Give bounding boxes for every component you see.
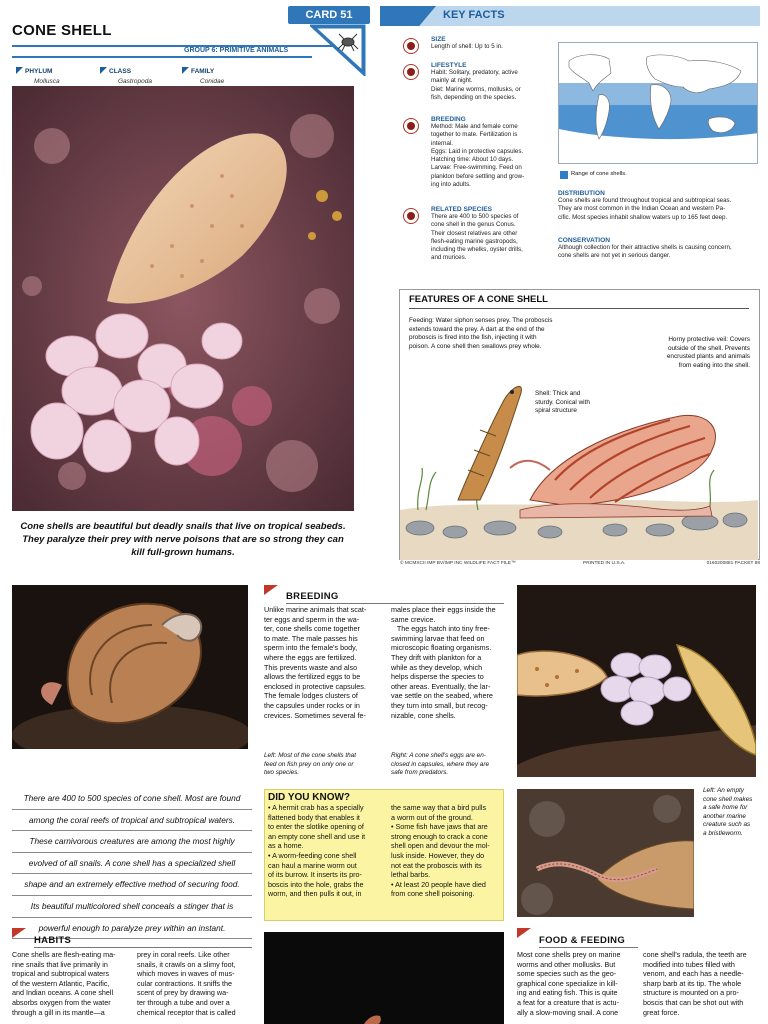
taxonomy-family	[182, 60, 224, 85]
quote-line: There are 400 to 500 species of cone shell. Most are found	[12, 788, 252, 810]
fact-text: plankton before settling and grow-	[431, 172, 525, 180]
crab-bullet-icon	[403, 208, 419, 224]
fact-heading: DISTRIBUTION	[558, 190, 605, 197]
body-line: They drift with plankton for a	[391, 652, 482, 662]
taxonomy-value: Conidae	[200, 78, 225, 85]
habits-title: HABITS	[34, 935, 72, 946]
fact-text: internal.	[431, 139, 454, 147]
fact-text: Method: Male and female come	[431, 123, 518, 130]
fact-heading: SIZE	[431, 36, 446, 43]
fact-text: ing into adults.	[431, 181, 471, 189]
fact-line: strong enough to crack a cone	[391, 831, 488, 841]
quote-line: among the coral reefs of tropical and subtropical waters.	[12, 810, 252, 832]
fact-text: cific. Most species inhabit shallow waters up to 165 feet deep.	[558, 213, 728, 221]
caption-line: two species.	[264, 769, 300, 777]
breeding-title: BREEDING	[286, 591, 339, 602]
fact-related-species	[431, 206, 553, 263]
fact-line: can haul a marine worm out	[268, 860, 357, 870]
body-line: ter through a tube and over a	[137, 997, 230, 1007]
fact-heading: BREEDING	[431, 116, 466, 123]
caption-line: a bristleworm.	[703, 829, 743, 837]
fact-line: an empty cone shell and use it	[268, 831, 366, 841]
key-facts-title: KEY FACTS	[443, 9, 505, 21]
body-line: allows the fertilized eggs to be	[264, 672, 361, 682]
fact-text: Larvae: Free-swimming. Feed on	[431, 164, 522, 172]
feeding-annotation	[409, 317, 609, 351]
body-line: modified into tubes filled with	[643, 959, 735, 969]
fact-text: Their closest relatives are other	[431, 229, 518, 237]
copyright: © MCMXCII IMP BV/IMP INC WILDLIFE FACT FILE™	[400, 561, 516, 566]
annotation-line: proboscis is fired into the fish, injecting it with	[409, 334, 537, 342]
body-line: males place their eggs inside the	[391, 605, 496, 614]
fact-line: not eat the proboscis with its	[391, 860, 482, 870]
did-you-know-col2	[391, 803, 503, 899]
body-line: venom, and each has a needle-	[643, 969, 744, 979]
body-line: some species such as the geo-	[517, 969, 617, 979]
annotation-line: Feeding: Water siphon senses prey. The proboscis	[409, 317, 553, 324]
caption-line: safe from predators.	[391, 769, 449, 777]
body-line: scent of prey by drawing wa-	[137, 988, 229, 998]
title-divider	[12, 45, 340, 47]
flag-icon	[182, 67, 189, 74]
body-line: worms and other mollusks. But	[517, 959, 616, 969]
section-rule	[286, 603, 504, 604]
caption-line: closed in capsules, where they are	[391, 760, 490, 768]
food-title: FOOD & FEEDING	[539, 935, 626, 946]
quote-line: Its beautiful multicolored shell conceals a stinger that is	[12, 896, 252, 918]
quote-line: powerful enough to paralyze prey within an instant.	[12, 918, 252, 940]
cone-shell-illustration	[400, 360, 758, 560]
caption-line: a safe home for	[703, 804, 748, 812]
fact-line: • A worm-feeding cone shell	[268, 850, 357, 860]
crab-bullet-icon	[403, 64, 419, 80]
body-line: tropical and subtropical waters	[12, 969, 110, 979]
fact-text: Although collection for their attractive shells is causing concern,	[558, 244, 732, 251]
body-line: This prevents waste and also	[264, 662, 358, 672]
body-line: sperm into the female's body,	[264, 643, 358, 653]
body-line: a feat for a creature that is actu-	[517, 997, 619, 1007]
body-line: graphical cone specialize in kill-	[517, 978, 618, 988]
body-line: Most cone shells prey on marine	[517, 950, 621, 959]
features-divider	[409, 308, 749, 309]
body-line: they turn into small, but recog-	[391, 700, 488, 710]
fact-line: • Some fish have jaws that are	[391, 822, 488, 832]
fact-text: Habit: Solitary, predatory, active	[431, 69, 518, 76]
annotation-line: poison. A cone shell then swallows prey whole.	[409, 342, 542, 350]
body-line: chemical receptor that is called	[137, 1007, 236, 1017]
crab-bullet-icon	[403, 118, 419, 134]
photo-bristleworm	[517, 789, 694, 917]
body-line: same crevice.	[391, 614, 436, 624]
fact-lifestyle	[431, 62, 553, 102]
fact-text: together to mate. Fertilization is	[431, 131, 518, 139]
fact-line: a worm out of the ground.	[391, 812, 473, 822]
body-line: great force.	[643, 1007, 680, 1017]
body-line: ter eggs and sperm in the wa-	[264, 614, 360, 624]
annotation-line: outside of the shell. Prevents	[667, 344, 750, 352]
packet-number: 0160200881 PACKET 88	[706, 561, 760, 566]
caption-line: feed on fish prey on only one or	[264, 760, 354, 768]
page-title: CONE SHELL	[12, 22, 112, 39]
fact-heading: LIFESTYLE	[431, 62, 467, 69]
quote-line: evolved of all snails. A cone shell has a specialized shell	[12, 853, 252, 875]
section-flag-icon	[264, 585, 278, 595]
taxonomy-key: PHYLUM	[25, 68, 53, 75]
body-line: rine snails that live primarily in	[12, 959, 108, 969]
body-line: enclosed in protective capsules.	[264, 681, 366, 691]
fact-line: the same way that a bird pulls	[391, 803, 487, 812]
taxonomy-key: FAMILY	[191, 68, 215, 75]
fact-line: from cone shell poisoning.	[391, 889, 475, 899]
body-line: The eggs hatch into tiny free-	[391, 624, 490, 634]
body-line: snails, it crawls on a slimy foot,	[137, 959, 236, 969]
fact-text: Diet: Marine worms, mollusks, or	[431, 85, 521, 93]
breeding-col2	[391, 605, 507, 720]
body-line: swimming larvae that feed on	[391, 633, 485, 643]
range-map	[558, 42, 758, 164]
caption-line: cone shell makes	[703, 795, 753, 803]
body-line: structure is mounted on a pro-	[643, 988, 739, 998]
fact-line: • A hermit crab has a specially	[268, 803, 364, 812]
fact-line: to enter the slotlike opening of	[268, 822, 364, 832]
food-col1	[517, 950, 639, 1017]
body-line: sharp barb at its tip. The whole	[643, 978, 742, 988]
fact-line: boscis into the hole, grabs the	[268, 879, 364, 889]
body-line: Cone shells are flesh-eating ma-	[12, 950, 116, 959]
fact-text: cone shells are not yet in serious danger.	[558, 252, 671, 260]
group-label: GROUP 6: PRIMITIVE ANIMALS	[184, 47, 289, 54]
habits-col1	[12, 950, 134, 1017]
caption-line: Left: Most of the cone shells that	[264, 752, 357, 759]
fact-text: cone shell in the genus Conus.	[431, 221, 516, 229]
fact-line: as a home.	[268, 841, 304, 851]
caption-line: Right: A cone shell's eggs are en-	[391, 752, 486, 759]
caption-line: Left: An empty	[703, 787, 744, 794]
body-line: where the eggs are fertilized.	[264, 652, 357, 662]
intro-quote	[12, 788, 252, 939]
group-divider	[12, 56, 312, 58]
legend-swatch	[560, 171, 568, 179]
caption-line: another marine	[703, 812, 746, 820]
fact-line: • At least 20 people have died	[391, 879, 486, 889]
food-col2	[643, 950, 763, 1017]
body-line: absorbs oxygen from the water	[12, 997, 111, 1007]
section-rule	[539, 947, 638, 948]
fact-line: lethal barbs.	[391, 870, 431, 880]
fact-text: Cone shells are found throughout tropical and subtropical seas.	[558, 197, 732, 204]
body-line: ally a slow-moving snail. A cone	[517, 1007, 619, 1017]
fact-text: Length of shell: Up to 5 in.	[431, 43, 503, 50]
annotation-line: sturdy. Conical with	[535, 398, 590, 406]
bristleworm-caption	[703, 787, 765, 839]
body-line: Unlike marine animals that scat-	[264, 605, 367, 614]
fact-line: of its burrow. It inserts its pro-	[268, 870, 362, 880]
section-flag-icon	[517, 928, 531, 938]
fact-line: flattened body that enables it	[268, 812, 360, 822]
fact-heading: CONSERVATION	[558, 237, 611, 244]
fact-text: including the whelks, oyster drills,	[431, 246, 523, 254]
quote-line: shape and an extremely effective method of securing food.	[12, 874, 252, 896]
card-number-tab: CARD 51	[288, 6, 370, 24]
body-line: which moves in waves of mus-	[137, 969, 235, 979]
body-line: ter, cone shells come together	[264, 624, 360, 634]
fact-heading: RELATED SPECIES	[431, 206, 493, 213]
body-line: to mate. The male passes his	[264, 633, 358, 643]
breeding-caption-left	[264, 752, 384, 778]
body-line: crevices. Sometimes several fe-	[264, 710, 366, 720]
body-line: of the western Atlantic, Pacific,	[12, 978, 110, 988]
body-line: prey in coral reefs. Like other	[137, 950, 230, 959]
main-photo-caption: Cone shells are beautiful but deadly snails that live on tropical seabeds. They paralyze their prey with nerve poisons that are so strong they can kill full-grown humans.	[20, 521, 346, 558]
annotation-line: spiral structure	[535, 407, 577, 415]
body-line: nizable, cone shells.	[391, 710, 456, 720]
fact-text: fish, depending on the species.	[431, 93, 517, 101]
fact-conservation	[558, 237, 760, 261]
caption-line: creature such as	[703, 821, 751, 829]
taxonomy-value: Mollusca	[34, 78, 60, 85]
fact-size	[431, 36, 553, 51]
body-line: The female lodges clusters of	[264, 691, 358, 701]
crab-bullet-icon	[403, 38, 419, 54]
fact-line: shell open and devour the mol-	[391, 841, 490, 851]
fact-line: worm, and then pulls it out, in	[268, 889, 362, 899]
body-line: microscopic floating organisms.	[391, 643, 492, 653]
habits-col2	[137, 950, 257, 1017]
fact-text: mainly at night.	[431, 77, 473, 85]
fact-breeding	[431, 116, 553, 189]
breeding-caption-right	[391, 752, 507, 778]
crab-icon	[310, 24, 366, 76]
body-line: boscis that can be shot out with	[643, 997, 744, 1007]
body-line: while as they develop, which	[391, 662, 483, 672]
annotation-line: extends toward the prey. A dart at the end of the	[409, 325, 545, 333]
taxonomy-key: CLASS	[109, 68, 132, 75]
fact-line: lusk inside. However, they do	[391, 850, 485, 860]
features-title: FEATURES OF A CONE SHELL	[409, 294, 548, 305]
flag-icon	[100, 67, 107, 74]
quote-line: These carnivorous creatures are among the most highly	[12, 831, 252, 853]
body-line: other areas. Eventually, the lar-	[391, 681, 491, 691]
body-line: the capsules under rocks or in	[264, 700, 360, 710]
did-you-know-title: DID YOU KNOW?	[268, 792, 351, 803]
fact-text: Hatching time: About 10 days.	[431, 156, 514, 164]
taxonomy-phylum	[16, 60, 60, 85]
body-line: vae settle on the seabed, where	[391, 691, 493, 701]
section-rule	[34, 947, 252, 948]
did-you-know-col1	[268, 803, 388, 899]
annotation-line: Shell: Thick and	[535, 390, 581, 397]
fact-text: and murices.	[431, 254, 467, 262]
flag-icon	[16, 67, 23, 74]
body-line: cone shell's radula, the teeth are	[643, 950, 747, 959]
fact-text: They are most common in the Indian Ocean and western Pa-	[558, 205, 726, 213]
body-line: through a gill in its mantle—a	[12, 1007, 105, 1017]
fact-text: There are 400 to 500 species of	[431, 213, 519, 220]
body-line: ing and eating fish. This is quite	[517, 988, 618, 998]
annotation-line: Horny protective veil: Covers	[668, 336, 750, 343]
body-line: and Indian oceans. A cone shell	[12, 988, 114, 998]
annotation-line: encrusted plants and animals	[666, 353, 750, 361]
breeding-col1	[264, 605, 384, 720]
photo-bottom-center	[264, 932, 504, 1024]
taxonomy-value: Gastropoda	[118, 78, 152, 85]
body-line: cular contractions. It sniffs the	[137, 978, 232, 988]
taxonomy-class	[100, 60, 152, 85]
body-line: helps disperse the species to	[391, 672, 484, 682]
annotation-line: from eating into the shell.	[678, 361, 750, 369]
printed-in: PRINTED IN U.S.A.	[583, 561, 626, 566]
main-photo-cone-shell	[12, 86, 354, 511]
fact-text: Eggs: Laid in protective capsules.	[431, 147, 524, 155]
key-facts-header-bar	[380, 6, 760, 26]
fact-text: flesh-eating marine gastropods,	[431, 237, 518, 245]
print-line	[400, 561, 760, 566]
map-legend: Range of cone shells.	[571, 171, 627, 177]
fact-distribution	[558, 190, 760, 222]
photo-cone-shell-left	[12, 585, 248, 749]
photo-egg-capsules	[517, 585, 756, 777]
